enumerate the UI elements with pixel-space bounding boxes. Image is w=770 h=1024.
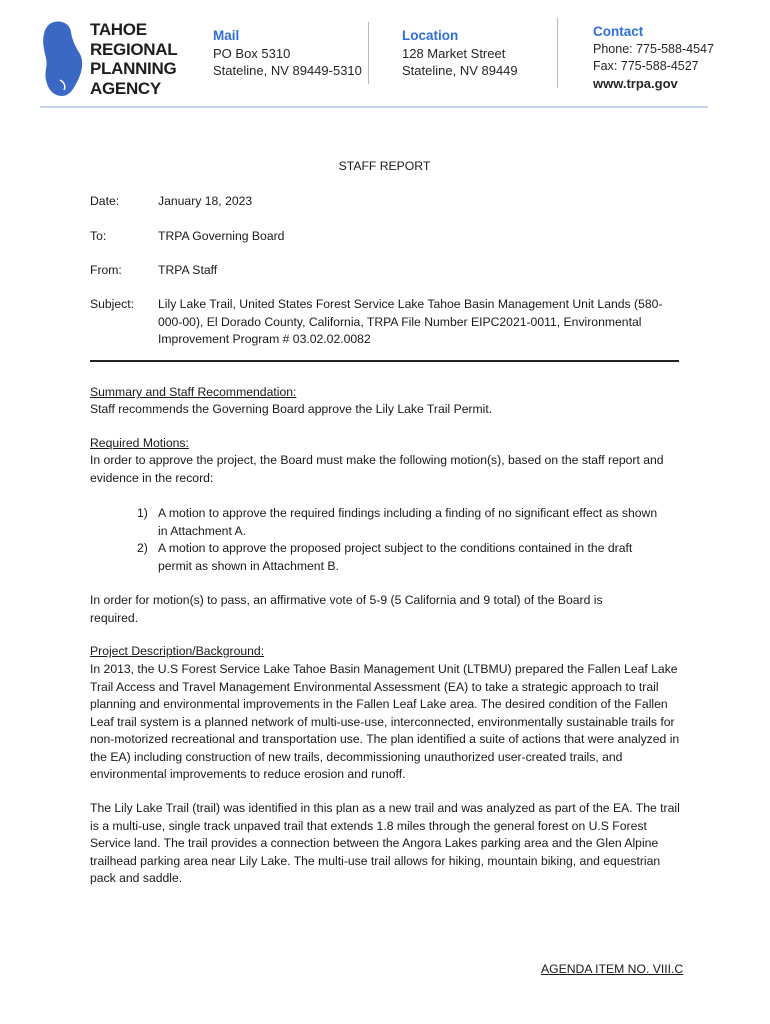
logo-line: AGENCY (90, 78, 161, 98)
field-label-from: From: (90, 263, 122, 277)
contact-block (593, 23, 714, 92)
project-paragraph-1: In 2013, the U.S Forest Service Lake Tahoe Basin Management Unit (LTBMU) prepared the Fallen Leaf Lake Trail Access and Travel Management Environmental Assessment (EA) to take a strategic approach to trail planning and environmental improvements in the Fallen Leaf Lake area. The desired condition of the Fallen Leaf trail system is a planned network of multi-use-use, interconnected, environmentally sustainable trails for non-motorized recreational and transportation use. The plan identified a suite of actions that were analyzed in the EA) including construction of new trails, decommissioning unauthorized user-created trails, and environmental improvements to reduce erosion and runoff. (90, 662, 680, 781)
contact-website: www.trpa.gov (593, 76, 678, 91)
logo-wordmark (90, 20, 180, 98)
letterhead-rule (40, 106, 708, 108)
agenda-item-label: AGENDA ITEM NO. VIII.C (541, 962, 684, 976)
motion-text: A motion to approve the required findings including a finding of no significant effect as shown in Attachment A. (158, 506, 658, 538)
vote-text: In order for motion(s) to pass, an affirmative vote of 5-9 (5 California and 9 total) of the Board is required. (90, 593, 603, 625)
mail-line2: Stateline, NV 89449-5310 (213, 63, 362, 78)
mail-block (213, 27, 362, 79)
header-divider (368, 22, 369, 84)
contact-phone: Phone: 775-588-4547 (593, 42, 714, 56)
logo-line: TAHOE (90, 20, 147, 39)
lake-tahoe-icon (40, 20, 86, 98)
project-heading: Project Description/Background: (90, 644, 265, 658)
field-value-date: January 18, 2023 (158, 194, 253, 208)
motions-intro: In order to approve the project, the Board must make the following motion(s), based on the staff report and evidence in the record: (90, 453, 664, 485)
field-value-from: TRPA Staff (158, 263, 218, 277)
contact-fax: Fax: 775-588-4527 (593, 59, 699, 73)
motion-number: 2) (137, 541, 148, 555)
logo-line: REGIONAL (90, 39, 178, 59)
field-label-to: To: (90, 229, 107, 243)
field-value-to: TRPA Governing Board (158, 229, 285, 243)
location-block (402, 27, 518, 79)
location-line2: Stateline, NV 89449 (402, 63, 518, 78)
contact-heading: Contact (593, 24, 644, 39)
motion-text: A motion to approve the proposed project subject to the conditions contained in the draft permit as shown in Attachment B. (158, 541, 633, 573)
summary-heading: Summary and Staff Recommendation: (90, 385, 297, 399)
logo-line: PLANNING (90, 59, 177, 78)
project-paragraph-2: The Lily Lake Trail (trail) was identified in this plan as a new trail and was analyzed as part of the EA. The trail is a multi-use, single track unpaved trail that extends 1.8 miles through the general forest on U.S Forest Service land. The trail provides a connection between the Angora Lakes parking area and the Glen Alpine trailhead parking area near Lily Lake. The multi-use trail allows for hiking, mountain biking, and equestrian pack and saddle. (90, 801, 680, 885)
location-heading: Location (402, 28, 459, 43)
location-line1: 128 Market Street (402, 46, 506, 61)
field-label-subject: Subject: (90, 297, 135, 311)
mail-heading: Mail (213, 28, 240, 43)
header-divider (557, 18, 558, 88)
summary-text: Staff recommends the Governing Board approve the Lily Lake Trail Permit. (90, 402, 493, 416)
field-value-subject: Lily Lake Trail, United States Forest Service Lake Tahoe Basin Management Unit Lands (580-000-00), El Dorado County, California, TRPA File Number EIPC2021-0011, Environmental Improvement Program # 03.02.02.0082 (158, 297, 663, 346)
motion-number: 1) (137, 506, 148, 520)
mail-line1: PO Box 5310 (213, 46, 291, 61)
trpa-logo (40, 20, 178, 100)
motions-heading: Required Motions: (90, 436, 189, 450)
report-title: STAFF REPORT (338, 159, 431, 173)
field-label-date: Date: (90, 194, 120, 208)
header-rule (90, 360, 679, 362)
